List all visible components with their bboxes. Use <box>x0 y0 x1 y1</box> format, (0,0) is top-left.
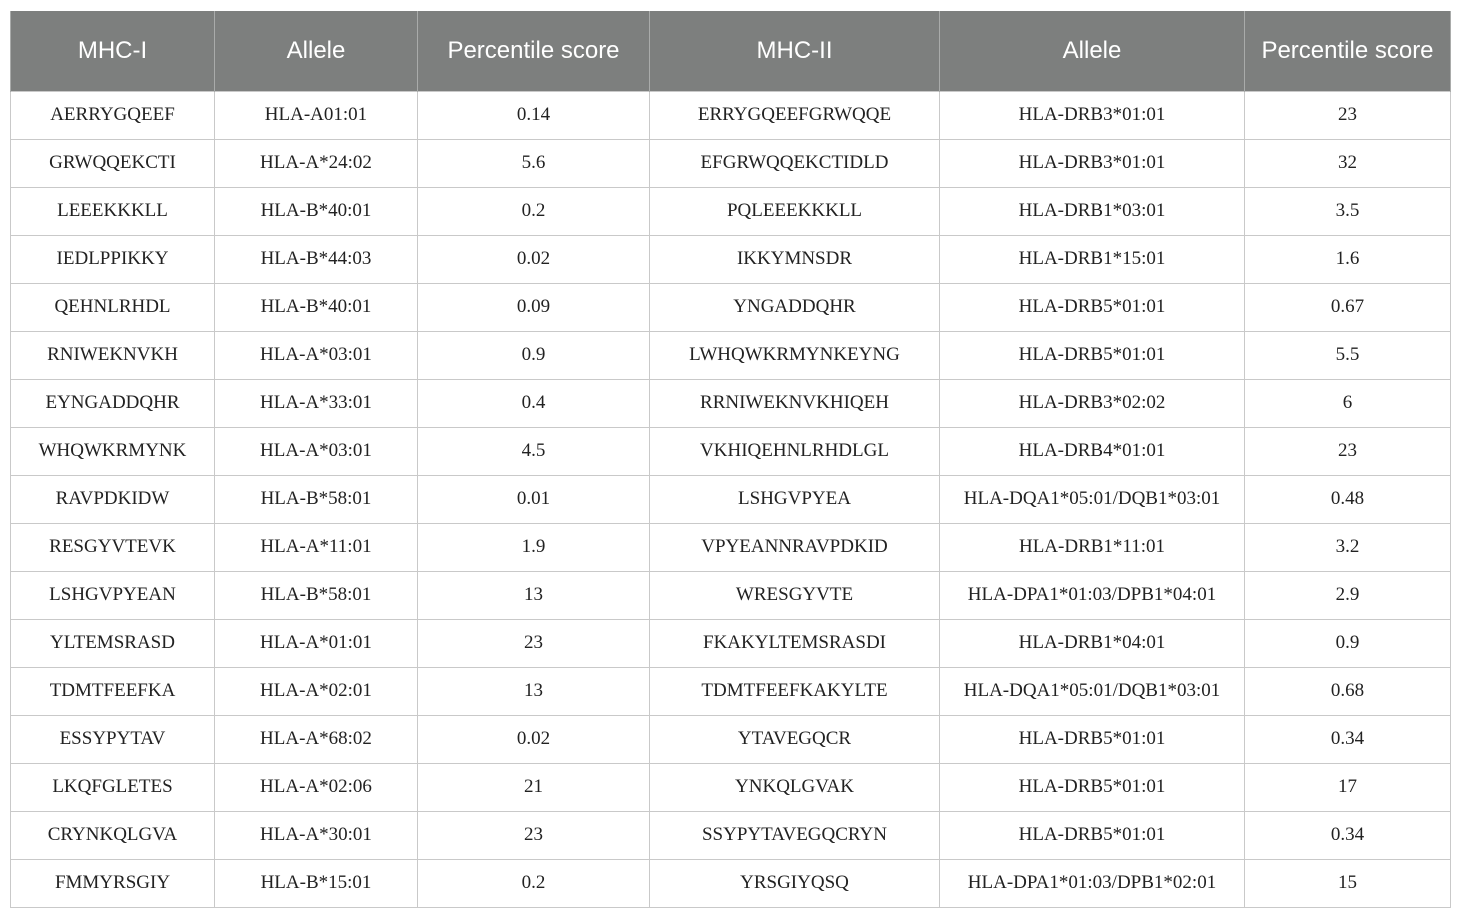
table-row <box>11 139 1451 187</box>
mhc-ii-allele-cell: HLA-DRB3*01:01 <box>940 91 1245 139</box>
mhc-ii-percentile-cell: 3.2 <box>1245 523 1451 571</box>
mhc-ii-allele-cell: HLA-DRB5*01:01 <box>940 283 1245 331</box>
table-row <box>11 331 1451 379</box>
header-percentile-i: Percentile score <box>418 11 650 91</box>
mhc-ii-peptide-cell: YRSGIYQSQ <box>650 859 940 907</box>
mhc-ii-allele-cell: HLA-DRB1*11:01 <box>940 523 1245 571</box>
mhc-i-percentile-cell: 23 <box>418 811 650 859</box>
mhc-i-peptide-cell: RAVPDKIDW <box>11 475 215 523</box>
mhc-ii-allele-cell: HLA-DRB5*01:01 <box>940 763 1245 811</box>
mhc-ii-percentile-cell: 0.68 <box>1245 667 1451 715</box>
mhc-i-peptide-cell: FMMYRSGIY <box>11 859 215 907</box>
mhc-ii-peptide-cell: LWHQWKRMYNKEYNG <box>650 331 940 379</box>
table-row <box>11 523 1451 571</box>
table-row <box>11 811 1451 859</box>
mhc-i-allele-cell: HLA-A*02:01 <box>215 667 418 715</box>
mhc-i-percentile-cell: 5.6 <box>418 139 650 187</box>
mhc-ii-percentile-cell: 6 <box>1245 379 1451 427</box>
mhc-i-allele-cell: HLA-A*30:01 <box>215 811 418 859</box>
mhc-i-allele-cell: HLA-A*01:01 <box>215 619 418 667</box>
mhc-i-peptide-cell: TDMTFEEFKA <box>11 667 215 715</box>
mhc-i-peptide-cell: CRYNKQLGVA <box>11 811 215 859</box>
mhc-i-peptide-cell: IEDLPPIKKY <box>11 235 215 283</box>
table-row <box>11 91 1451 139</box>
mhc-i-allele-cell: HLA-A01:01 <box>215 91 418 139</box>
mhc-ii-peptide-cell: IKKYMNSDR <box>650 235 940 283</box>
mhc-i-percentile-cell: 0.02 <box>418 715 650 763</box>
mhc-i-percentile-cell: 0.4 <box>418 379 650 427</box>
mhc-ii-peptide-cell: ERRYGQEEFGRWQQE <box>650 91 940 139</box>
mhc-ii-allele-cell: HLA-DPA1*01:03/DPB1*02:01 <box>940 859 1245 907</box>
mhc-ii-peptide-cell: EFGRWQQEKCTIDLD <box>650 139 940 187</box>
table-row <box>11 619 1451 667</box>
table-row <box>11 283 1451 331</box>
mhc-i-peptide-cell: WHQWKRMYNK <box>11 427 215 475</box>
mhc-ii-allele-cell: HLA-DRB5*01:01 <box>940 331 1245 379</box>
mhc-ii-allele-cell: HLA-DRB3*02:02 <box>940 379 1245 427</box>
mhc-ii-peptide-cell: VKHIQEHNLRHDLGL <box>650 427 940 475</box>
mhc-ii-percentile-cell: 0.67 <box>1245 283 1451 331</box>
mhc-ii-allele-cell: HLA-DRB1*15:01 <box>940 235 1245 283</box>
table-row <box>11 763 1451 811</box>
mhc-ii-allele-cell: HLA-DPA1*01:03/DPB1*04:01 <box>940 571 1245 619</box>
mhc-i-percentile-cell: 4.5 <box>418 427 650 475</box>
mhc-i-percentile-cell: 0.02 <box>418 235 650 283</box>
mhc-ii-peptide-cell: YNGADDQHR <box>650 283 940 331</box>
header-mhc-ii: MHC-II <box>650 11 940 91</box>
mhc-i-allele-cell: HLA-B*15:01 <box>215 859 418 907</box>
mhc-i-percentile-cell: 21 <box>418 763 650 811</box>
mhc-i-allele-cell: HLA-B*58:01 <box>215 475 418 523</box>
mhc-ii-allele-cell: HLA-DRB4*01:01 <box>940 427 1245 475</box>
mhc-i-peptide-cell: LKQFGLETES <box>11 763 215 811</box>
mhc-i-peptide-cell: RESGYVTEVK <box>11 523 215 571</box>
mhc-i-percentile-cell: 0.14 <box>418 91 650 139</box>
mhc-ii-peptide-cell: SSYPYTAVEGQCRYN <box>650 811 940 859</box>
mhc-ii-percentile-cell: 23 <box>1245 91 1451 139</box>
mhc-ii-allele-cell: HLA-DRB5*01:01 <box>940 811 1245 859</box>
mhc-i-allele-cell: HLA-A*03:01 <box>215 427 418 475</box>
mhc-ii-percentile-cell: 1.6 <box>1245 235 1451 283</box>
table-row <box>11 475 1451 523</box>
mhc-ii-peptide-cell: TDMTFEEFKAKYLTE <box>650 667 940 715</box>
mhc-i-allele-cell: HLA-A*03:01 <box>215 331 418 379</box>
header-mhc-i: MHC-I <box>11 11 215 91</box>
header-row <box>11 11 1451 91</box>
table-row <box>11 571 1451 619</box>
mhc-ii-peptide-cell: PQLEEEKKKLL <box>650 187 940 235</box>
epitope-table <box>10 11 1451 908</box>
mhc-i-allele-cell: HLA-A*24:02 <box>215 139 418 187</box>
mhc-ii-percentile-cell: 32 <box>1245 139 1451 187</box>
mhc-i-allele-cell: HLA-B*40:01 <box>215 187 418 235</box>
mhc-ii-percentile-cell: 2.9 <box>1245 571 1451 619</box>
mhc-i-peptide-cell: QEHNLRHDL <box>11 283 215 331</box>
table-row <box>11 427 1451 475</box>
mhc-ii-allele-cell: HLA-DRB1*03:01 <box>940 187 1245 235</box>
mhc-ii-allele-cell: HLA-DRB3*01:01 <box>940 139 1245 187</box>
mhc-ii-percentile-cell: 15 <box>1245 859 1451 907</box>
mhc-i-peptide-cell: ESSYPYTAV <box>11 715 215 763</box>
mhc-i-peptide-cell: LSHGVPYEAN <box>11 571 215 619</box>
mhc-ii-allele-cell: HLA-DQA1*05:01/DQB1*03:01 <box>940 667 1245 715</box>
mhc-ii-percentile-cell: 0.34 <box>1245 715 1451 763</box>
table-row <box>11 715 1451 763</box>
header-percentile-ii: Percentile score <box>1245 11 1451 91</box>
mhc-i-allele-cell: HLA-A*68:02 <box>215 715 418 763</box>
mhc-ii-peptide-cell: RRNIWEKNVKHIQEH <box>650 379 940 427</box>
header-allele-i: Allele <box>215 11 418 91</box>
mhc-i-allele-cell: HLA-B*44:03 <box>215 235 418 283</box>
mhc-i-peptide-cell: GRWQQEKCTI <box>11 139 215 187</box>
table-body <box>11 91 1451 907</box>
mhc-ii-percentile-cell: 0.34 <box>1245 811 1451 859</box>
mhc-i-percentile-cell: 13 <box>418 571 650 619</box>
mhc-ii-percentile-cell: 3.5 <box>1245 187 1451 235</box>
mhc-i-allele-cell: HLA-A*33:01 <box>215 379 418 427</box>
table-row <box>11 379 1451 427</box>
mhc-i-peptide-cell: LEEEKKKLL <box>11 187 215 235</box>
mhc-ii-peptide-cell: WRESGYVTE <box>650 571 940 619</box>
table-row <box>11 187 1451 235</box>
mhc-i-percentile-cell: 1.9 <box>418 523 650 571</box>
mhc-ii-allele-cell: HLA-DRB5*01:01 <box>940 715 1245 763</box>
mhc-ii-percentile-cell: 0.48 <box>1245 475 1451 523</box>
mhc-i-peptide-cell: RNIWEKNVKH <box>11 331 215 379</box>
mhc-ii-percentile-cell: 5.5 <box>1245 331 1451 379</box>
mhc-i-peptide-cell: YLTEMSRASD <box>11 619 215 667</box>
mhc-ii-peptide-cell: FKAKYLTEMSRASDI <box>650 619 940 667</box>
header-allele-ii: Allele <box>940 11 1245 91</box>
mhc-i-percentile-cell: 23 <box>418 619 650 667</box>
mhc-ii-peptide-cell: VPYEANNRAVPDKID <box>650 523 940 571</box>
mhc-ii-percentile-cell: 23 <box>1245 427 1451 475</box>
mhc-i-allele-cell: HLA-B*58:01 <box>215 571 418 619</box>
mhc-i-allele-cell: HLA-A*02:06 <box>215 763 418 811</box>
table-row <box>11 235 1451 283</box>
mhc-ii-allele-cell: HLA-DQA1*05:01/DQB1*03:01 <box>940 475 1245 523</box>
table-row <box>11 859 1451 907</box>
mhc-i-percentile-cell: 0.01 <box>418 475 650 523</box>
mhc-ii-peptide-cell: YTAVEGQCR <box>650 715 940 763</box>
mhc-i-percentile-cell: 0.2 <box>418 187 650 235</box>
table-header <box>11 11 1451 91</box>
mhc-i-percentile-cell: 0.9 <box>418 331 650 379</box>
mhc-i-percentile-cell: 13 <box>418 667 650 715</box>
mhc-i-allele-cell: HLA-B*40:01 <box>215 283 418 331</box>
mhc-i-allele-cell: HLA-A*11:01 <box>215 523 418 571</box>
mhc-i-peptide-cell: EYNGADDQHR <box>11 379 215 427</box>
epitope-table-container <box>10 11 1450 908</box>
mhc-i-percentile-cell: 0.09 <box>418 283 650 331</box>
mhc-ii-allele-cell: HLA-DRB1*04:01 <box>940 619 1245 667</box>
table-row <box>11 667 1451 715</box>
mhc-i-percentile-cell: 0.2 <box>418 859 650 907</box>
mhc-ii-peptide-cell: YNKQLGVAK <box>650 763 940 811</box>
mhc-ii-percentile-cell: 17 <box>1245 763 1451 811</box>
mhc-ii-peptide-cell: LSHGVPYEA <box>650 475 940 523</box>
mhc-i-peptide-cell: AERRYGQEEF <box>11 91 215 139</box>
mhc-ii-percentile-cell: 0.9 <box>1245 619 1451 667</box>
